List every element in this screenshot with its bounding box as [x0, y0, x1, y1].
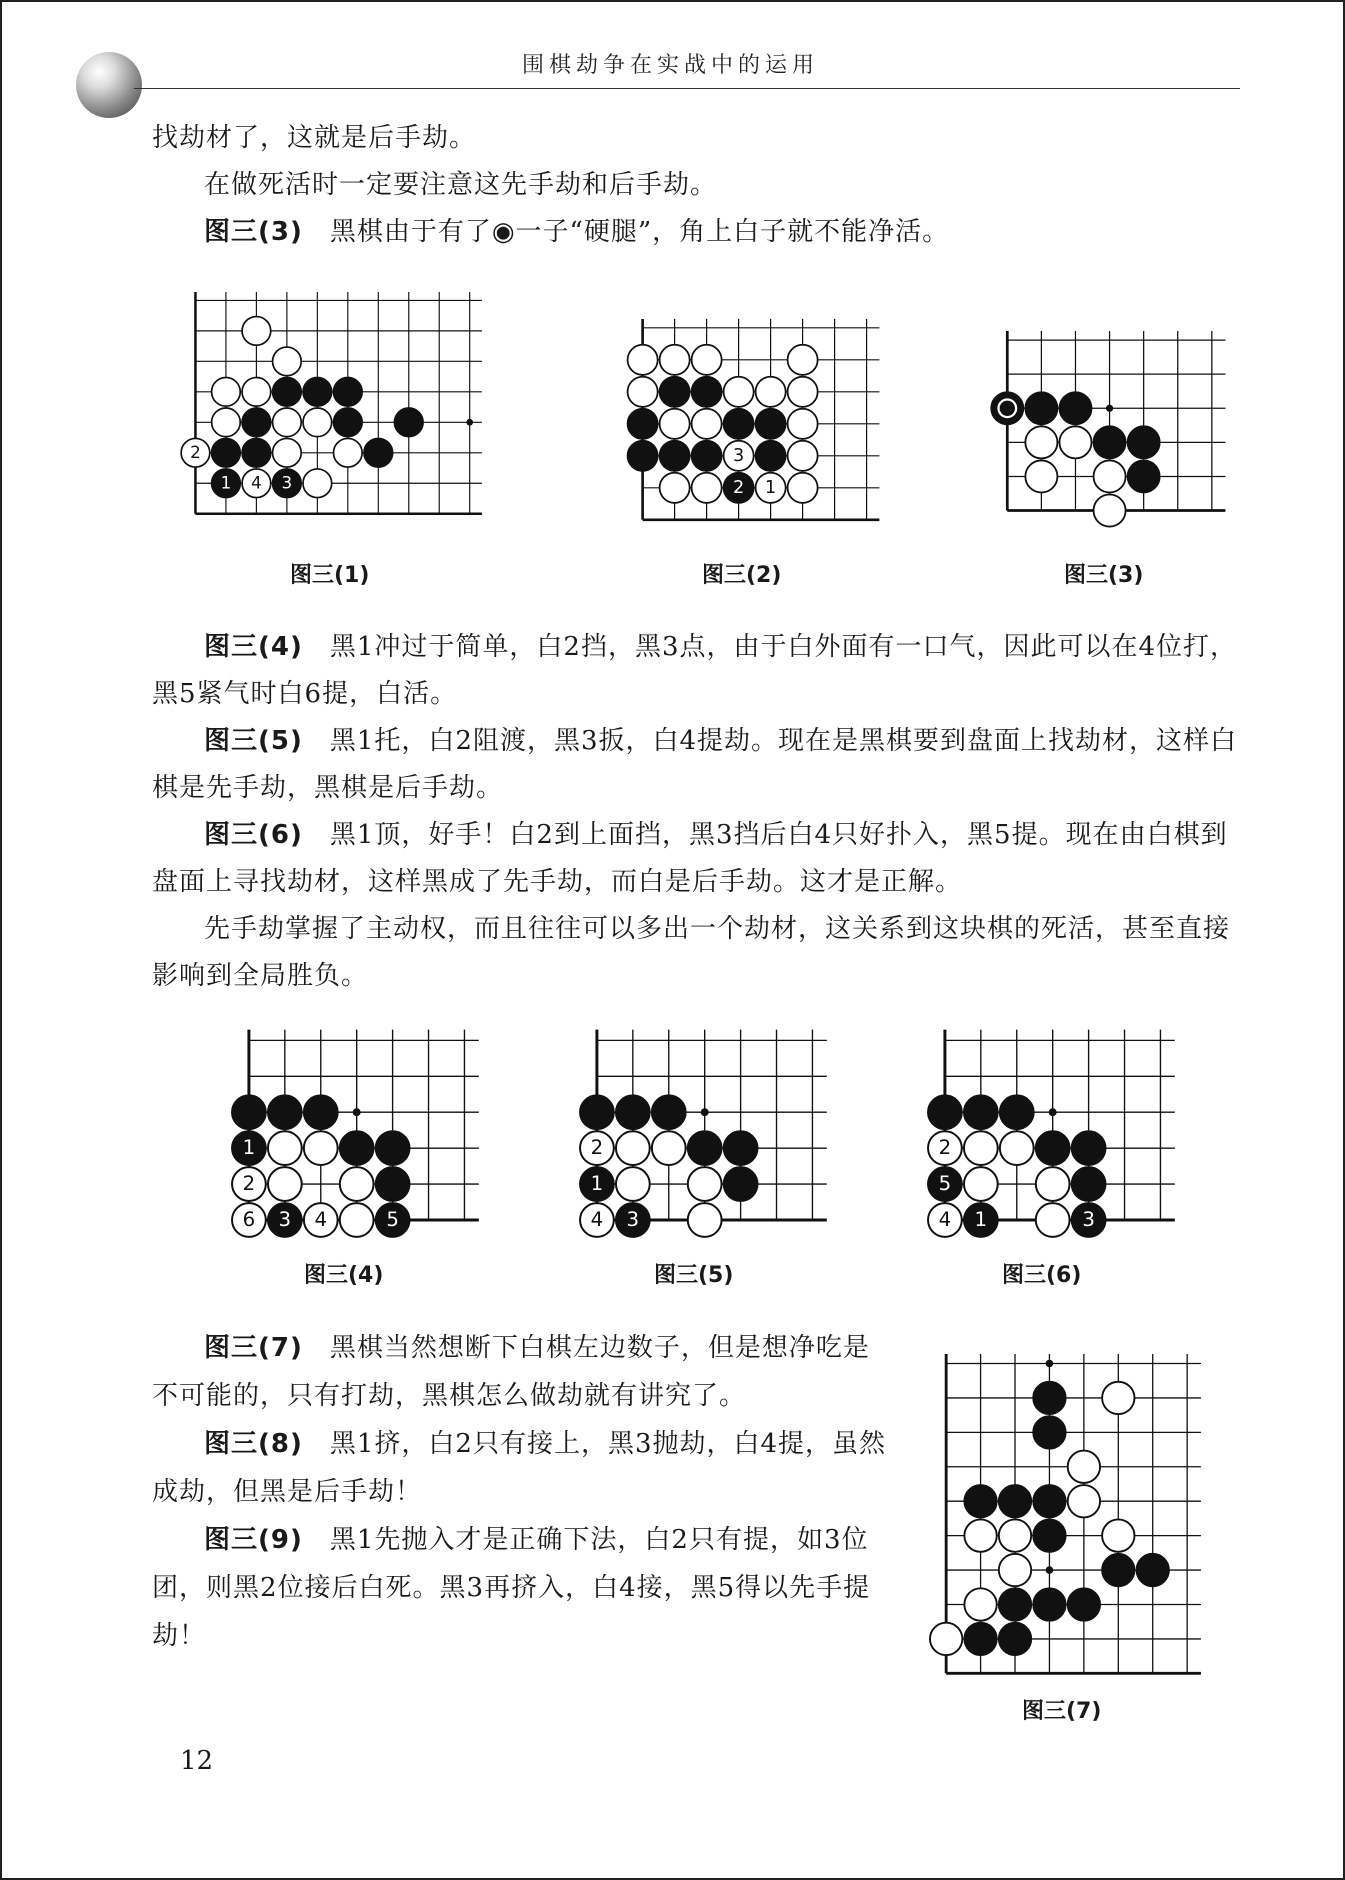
white-stone [232, 1167, 266, 1201]
black-stone [232, 1095, 266, 1129]
move-number: 2 [242, 1172, 256, 1196]
black-stone [580, 1095, 614, 1129]
black-stone [376, 1131, 410, 1165]
white-stone [692, 409, 722, 439]
black-stone [1033, 1485, 1065, 1517]
header-rule [134, 88, 1240, 89]
white-stone [268, 1167, 302, 1201]
text-block-bottom [152, 1324, 892, 1660]
white-stone [212, 408, 241, 437]
black-stone [1072, 1131, 1106, 1165]
move-number: 2 [733, 478, 745, 499]
figure-reference: 图三(5) [204, 726, 303, 756]
white-stone [232, 1203, 266, 1237]
text-block-top [152, 115, 1242, 256]
move-number: 6 [242, 1208, 256, 1232]
star-point [1046, 1360, 1054, 1368]
figure-reference: 图三(3) [204, 217, 303, 247]
move-number: 2 [190, 441, 201, 462]
white-stone [788, 377, 818, 407]
black-stone [660, 377, 690, 407]
go-diagram-fig2 [614, 319, 894, 539]
text-block-middle [152, 624, 1242, 1000]
black-stone [376, 1203, 410, 1237]
white-stone [999, 1519, 1031, 1551]
black-stone [268, 1203, 302, 1237]
black-stone [616, 1095, 650, 1129]
go-diagram-fig7 [916, 1354, 1216, 1694]
white-stone [616, 1131, 650, 1165]
black-stone [304, 1095, 338, 1129]
black-stone [652, 1095, 686, 1129]
move-number: 1 [765, 478, 777, 499]
paragraph [152, 812, 1242, 906]
paragraph [152, 718, 1242, 812]
page-number: 12 [180, 1746, 214, 1776]
black-stone [756, 409, 786, 439]
white-stone [660, 345, 690, 375]
paragraph [152, 1324, 892, 1420]
white-stone [756, 473, 786, 503]
go-diagram-fig6 [922, 1026, 1182, 1246]
white-stone [930, 1623, 962, 1655]
white-stone [788, 345, 818, 375]
paragraph-text: 黑1托，白2阻渡，黑3扳，白4提劫。现在是黑棋要到盘面上找劫材，这样白棋是先手劫，黑棋是后手劫。 [152, 726, 1238, 803]
star-point [466, 419, 473, 426]
black-stone [692, 377, 722, 407]
black-stone [242, 438, 271, 467]
white-stone [1068, 1485, 1100, 1517]
figure-reference: 图三(7) [204, 1333, 303, 1363]
white-stone [724, 441, 754, 471]
black-stone [1025, 392, 1057, 424]
black-stone [340, 1131, 374, 1165]
black-stone [724, 473, 754, 503]
black-stone [1094, 426, 1126, 458]
white-stone [580, 1131, 614, 1165]
white-stone [580, 1203, 614, 1237]
paragraph [152, 209, 1242, 256]
white-stone [242, 378, 271, 407]
black-stone [212, 469, 241, 498]
black-stone [1033, 1416, 1065, 1448]
paragraph-text: 黑1先抛入才是正确下法，白2只有提，如3位团，则黑2位接后白死。黑3再挤入，白4接，黑5得以先手提劫！ [152, 1525, 871, 1651]
black-stone [1072, 1203, 1106, 1237]
black-stone [333, 408, 362, 437]
white-stone [788, 409, 818, 439]
white-stone [1068, 1451, 1100, 1483]
white-stone [724, 377, 754, 407]
black-stone [242, 408, 271, 437]
black-stone [268, 1095, 302, 1129]
paragraph-text: 黑棋由于有了◉一子“硬腿”，角上白子就不能净活。 [302, 217, 950, 247]
paragraph [152, 906, 1242, 1000]
figure-caption: 图三(2) [702, 563, 782, 588]
black-stone [964, 1623, 996, 1655]
figure-reference: 图三(9) [204, 1525, 303, 1555]
star-point [1049, 1108, 1057, 1116]
white-stone [692, 473, 722, 503]
move-number: 4 [314, 1208, 328, 1232]
white-stone [628, 345, 658, 375]
black-stone [1128, 426, 1160, 458]
white-stone [688, 1167, 722, 1201]
white-stone [616, 1167, 650, 1201]
black-stone [1036, 1131, 1070, 1165]
paragraph [152, 624, 1242, 718]
black-stone [212, 438, 241, 467]
white-stone [788, 473, 818, 503]
black-stone [303, 378, 332, 407]
white-stone [1000, 1131, 1034, 1165]
white-stone [692, 345, 722, 375]
move-number: 2 [590, 1136, 604, 1160]
black-stone [999, 1623, 1031, 1655]
white-stone [303, 469, 332, 498]
black-stone [756, 441, 786, 471]
move-number: 4 [938, 1208, 952, 1232]
black-stone [692, 441, 722, 471]
black-stone [376, 1167, 410, 1201]
figure-reference: 图三(8) [204, 1429, 303, 1459]
black-stone [999, 1588, 1031, 1620]
paragraph [152, 162, 1242, 209]
black-stone [1000, 1095, 1034, 1129]
white-stone [242, 317, 271, 346]
white-stone [268, 1131, 302, 1165]
white-stone [1036, 1203, 1070, 1237]
white-stone [964, 1131, 998, 1165]
paragraph-text: 黑1冲过于简单，白2挡，黑3点，由于白外面有一口气，因此可以在4位打，黑5紧气时白6提，白活。 [152, 632, 1238, 709]
black-stone [1059, 392, 1091, 424]
black-stone [580, 1167, 614, 1201]
black-stone [928, 1167, 962, 1201]
move-number: 3 [281, 472, 293, 493]
white-stone [1102, 1519, 1134, 1551]
paragraph-text: 找劫材了，这就是后手劫。 [152, 123, 477, 153]
white-stone [652, 1131, 686, 1165]
black-stone [394, 408, 423, 437]
black-stone [724, 1167, 758, 1201]
white-stone [1025, 426, 1057, 458]
go-diagram-fig5 [574, 1026, 834, 1246]
white-stone [242, 469, 271, 498]
move-number: 3 [278, 1208, 292, 1232]
black-stone [273, 378, 302, 407]
move-number: 3 [733, 446, 745, 467]
star-point [701, 1108, 709, 1116]
black-stone [1137, 1554, 1169, 1586]
black-stone [1068, 1588, 1100, 1620]
move-number: 1 [590, 1172, 604, 1196]
figure-caption: 图三(6) [1002, 1263, 1082, 1288]
move-number: 3 [1082, 1208, 1095, 1232]
black-stone [964, 1095, 998, 1129]
black-stone [964, 1485, 996, 1517]
black-stone [688, 1131, 722, 1165]
black-stone [999, 1485, 1031, 1517]
white-stone [964, 1588, 996, 1620]
go-stone-ornament-icon [76, 52, 142, 118]
paragraph-text: 先手劫掌握了主动权，而且往往可以多出一个劫材，这关系到这块棋的死活，甚至直接影响到全局胜负。 [152, 914, 1231, 991]
black-stone [628, 409, 658, 439]
black-stone [273, 469, 302, 498]
paragraph-text: 在做死活时一定要注意这先手劫和后手劫。 [204, 170, 718, 200]
white-stone [304, 1131, 338, 1165]
white-stone [1036, 1167, 1070, 1201]
black-stone [1033, 1382, 1065, 1414]
move-number: 5 [938, 1172, 952, 1196]
black-stone [364, 438, 393, 467]
paragraph-text: 黑棋当然想断下白棋左边数子，但是想净吃是不可能的，只有打劫，黑棋怎么做劫就有讲究了。 [152, 1333, 870, 1411]
white-stone [273, 408, 302, 437]
figure-caption: 图三(3) [1064, 563, 1144, 588]
black-stone [724, 409, 754, 439]
figure-caption: 图三(5) [654, 1263, 734, 1288]
paragraph-text: 黑1挤，白2只有接上，黑3抛劫，白4提，虽然成劫，但黑是后手劫！ [152, 1429, 887, 1507]
move-number: 1 [242, 1136, 256, 1160]
move-number: 4 [251, 472, 262, 493]
black-stone [1102, 1554, 1134, 1586]
white-stone [304, 1203, 338, 1237]
figure-caption: 图三(4) [304, 1263, 384, 1288]
black-stone [1072, 1167, 1106, 1201]
move-number: 1 [220, 472, 232, 493]
black-stone [616, 1203, 650, 1237]
black-stone [660, 441, 690, 471]
move-number: 2 [938, 1136, 952, 1160]
white-stone [964, 1519, 996, 1551]
paragraph-text: 黑1顶，好手！白2到上面挡，黑3挡后白4只好扑入，黑5提。现在由白棋到盘面上寻找劫材，这样黑成了先手劫，而白是后手劫。这才是正解。 [152, 820, 1228, 897]
black-stone [232, 1131, 266, 1165]
white-stone [660, 409, 690, 439]
black-stone [928, 1095, 962, 1129]
white-stone [273, 438, 302, 467]
white-stone [999, 1554, 1031, 1586]
black-stone [333, 378, 362, 407]
white-stone [1094, 460, 1126, 492]
star-point [1046, 1566, 1054, 1574]
paragraph [152, 115, 1242, 162]
black-stone [724, 1131, 758, 1165]
white-stone [333, 438, 362, 467]
white-stone [928, 1131, 962, 1165]
star-point [1106, 405, 1113, 412]
black-stone [1033, 1588, 1065, 1620]
paragraph [152, 1516, 892, 1660]
white-stone [964, 1167, 998, 1201]
move-number: 3 [626, 1208, 640, 1232]
star-point [353, 1108, 361, 1116]
black-stone [964, 1203, 998, 1237]
white-stone [1025, 460, 1057, 492]
white-stone [212, 378, 241, 407]
paragraph [152, 1420, 892, 1516]
white-stone [660, 473, 690, 503]
white-stone [928, 1203, 962, 1237]
white-stone [1102, 1382, 1134, 1414]
white-stone [788, 441, 818, 471]
black-stone [628, 441, 658, 471]
figure-caption: 图三(7) [1022, 1699, 1102, 1724]
white-stone [340, 1167, 374, 1201]
move-number: 4 [590, 1208, 604, 1232]
black-stone [1033, 1519, 1065, 1551]
go-diagram-fig4 [226, 1026, 486, 1246]
white-stone [628, 377, 658, 407]
white-stone [340, 1203, 374, 1237]
white-stone [688, 1203, 722, 1237]
black-stone [1128, 460, 1160, 492]
white-stone [1059, 426, 1091, 458]
white-stone [181, 438, 210, 467]
figure-caption: 图三(1) [290, 563, 370, 588]
white-stone [1094, 495, 1126, 527]
white-stone [756, 377, 786, 407]
figure-reference: 图三(4) [204, 632, 303, 662]
white-stone [273, 347, 302, 376]
running-head: 围棋劫争在实战中的运用 [522, 53, 820, 78]
go-diagram-fig3 [984, 331, 1234, 531]
move-number: 1 [974, 1208, 988, 1232]
move-number: 5 [386, 1208, 399, 1232]
white-stone [303, 408, 332, 437]
figure-reference: 图三(6) [204, 820, 303, 850]
go-diagram-fig1 [162, 292, 502, 532]
black-stone [991, 392, 1023, 424]
